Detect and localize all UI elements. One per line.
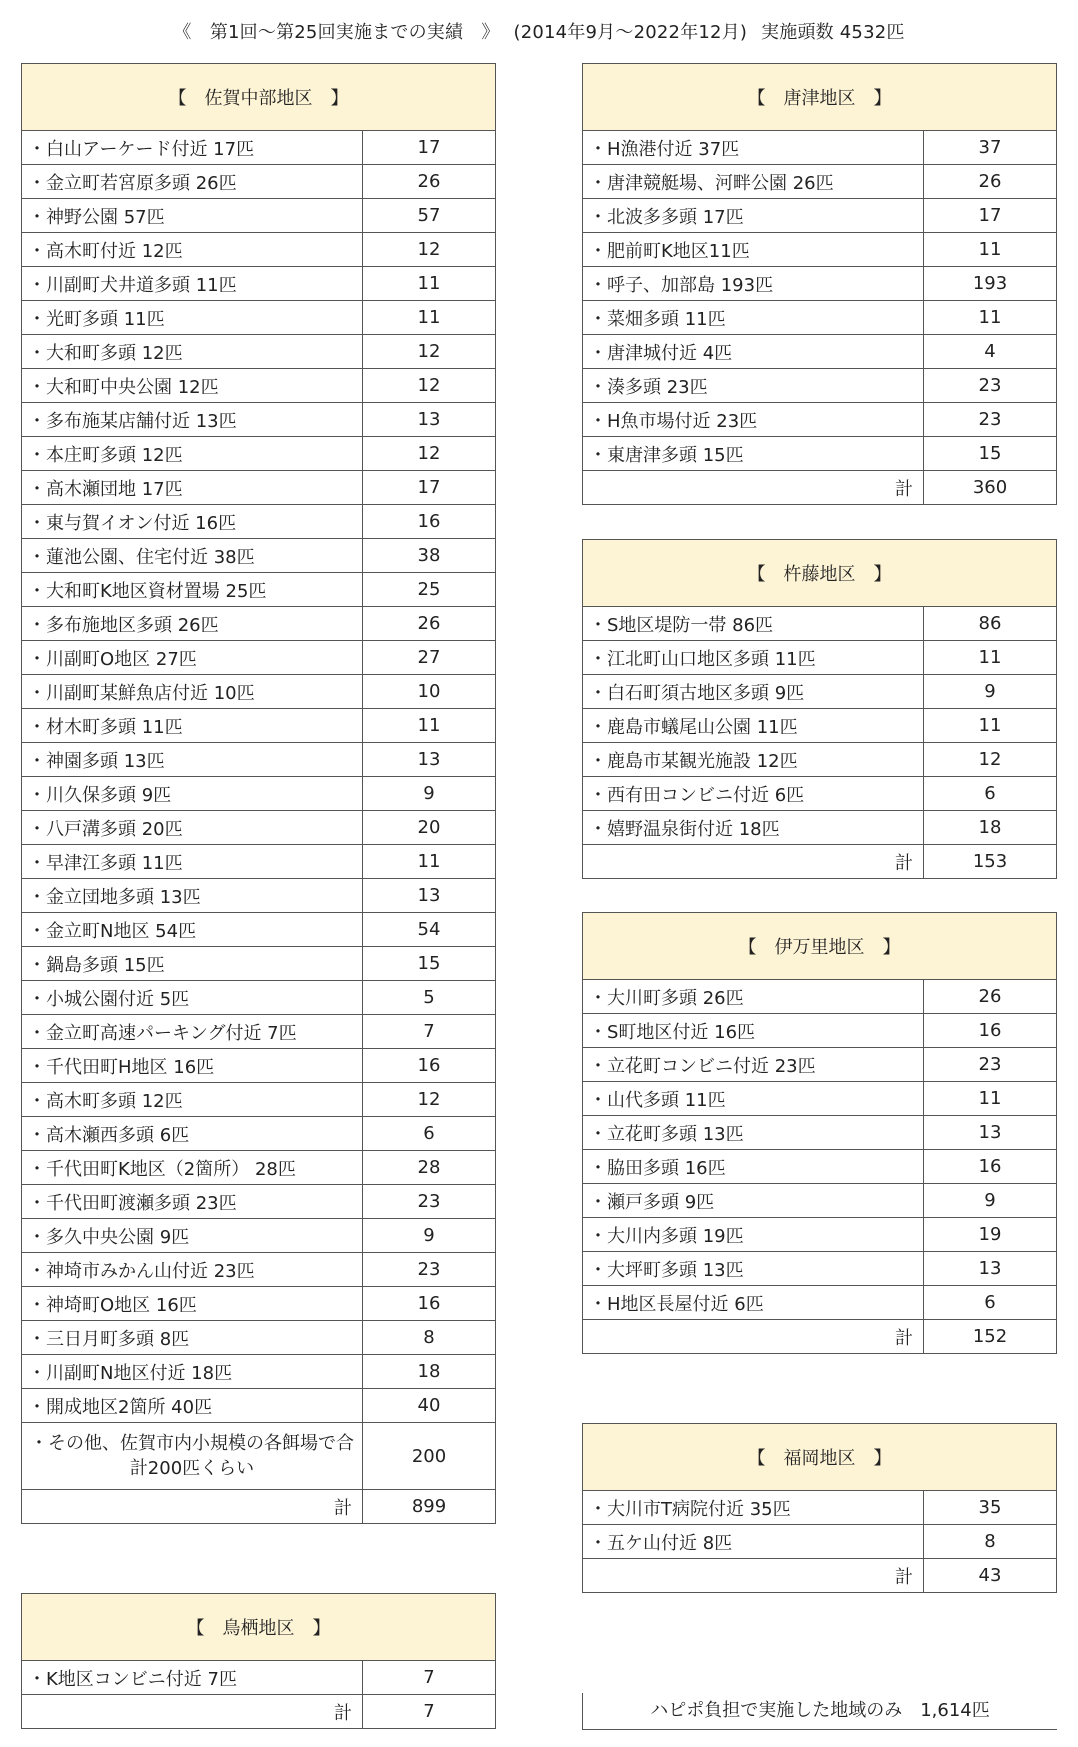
count-value: 12	[363, 1083, 496, 1117]
table-row	[22, 947, 496, 981]
location-name: ・立花町多頭 13匹	[583, 1116, 924, 1150]
location-name: ・H魚市場付近 23匹	[583, 403, 924, 437]
count-value: 12	[363, 437, 496, 471]
location-name: ・高木瀬団地 17匹	[22, 471, 363, 505]
location-name: ・早津江多頭 11匹	[22, 845, 363, 879]
table-row	[22, 777, 496, 811]
count-value: 35	[924, 1491, 1057, 1525]
table-row-other	[22, 1423, 496, 1490]
region-table-tosu	[21, 1593, 496, 1729]
location-name: ・東与賀イオン付近 16匹	[22, 505, 363, 539]
count-value: 15	[924, 437, 1057, 471]
table-row	[583, 709, 1057, 743]
count-value: 9	[363, 777, 496, 811]
count-value: 28	[363, 1151, 496, 1185]
table-row	[583, 233, 1057, 267]
table-row	[583, 811, 1057, 845]
table-row	[583, 980, 1057, 1014]
table-row	[22, 539, 496, 573]
footer-note: ハピポ負担で実施した地域のみ 1,614匹	[582, 1693, 1057, 1730]
total-value: 152	[924, 1320, 1057, 1354]
location-name: ・呼子、加部島 193匹	[583, 267, 924, 301]
total-row	[583, 845, 1057, 879]
table-row	[22, 879, 496, 913]
table-row	[22, 607, 496, 641]
location-name: ・大川市T病院付近 35匹	[583, 1491, 924, 1525]
location-name: ・江北町山口地区多頭 11匹	[583, 641, 924, 675]
region-title: 【 佐賀中部地区 】	[22, 64, 496, 131]
location-name: ・大川内多頭 19匹	[583, 1218, 924, 1252]
location-name: ・大和町K地区資材置場 25匹	[22, 573, 363, 607]
location-name: ・蓮池公園、住宅付近 38匹	[22, 539, 363, 573]
count-value: 57	[363, 199, 496, 233]
table-row	[22, 1151, 496, 1185]
count-value: 37	[924, 131, 1057, 165]
count-value: 16	[363, 1287, 496, 1321]
location-name: ・川副町某鮮魚店付近 10匹	[22, 675, 363, 709]
count-value: 23	[924, 369, 1057, 403]
total-label: 計	[583, 1320, 924, 1354]
count-value: 12	[363, 369, 496, 403]
location-name: ・大和町中央公園 12匹	[22, 369, 363, 403]
count-value: 12	[924, 743, 1057, 777]
table-row	[22, 981, 496, 1015]
count-value: 8	[363, 1321, 496, 1355]
location-name: ・大川町多頭 26匹	[583, 980, 924, 1014]
table-row	[22, 1661, 496, 1695]
count-text: 実施頭数 4532匹	[761, 22, 905, 43]
count-value: 13	[363, 743, 496, 777]
table-row	[583, 777, 1057, 811]
location-name: ・千代田町K地区（2箇所） 28匹	[22, 1151, 363, 1185]
region-title: 【 杵藤地区 】	[583, 540, 1057, 607]
location-name: ・立花町コンビニ付近 23匹	[583, 1048, 924, 1082]
location-name: ・白山アーケード付近 17匹	[22, 131, 363, 165]
table-row	[22, 1185, 496, 1219]
table-row	[583, 1082, 1057, 1116]
count-value: 9	[924, 675, 1057, 709]
table-row	[22, 913, 496, 947]
region-title: 【 福岡地区 】	[583, 1424, 1057, 1491]
count-value: 17	[924, 199, 1057, 233]
table-row	[22, 1083, 496, 1117]
count-value: 12	[363, 233, 496, 267]
total-label: 計	[583, 471, 924, 505]
count-value: 23	[363, 1185, 496, 1219]
location-name: ・金立町高速パーキング付近 7匹	[22, 1015, 363, 1049]
count-value: 11	[363, 845, 496, 879]
table-row	[583, 199, 1057, 233]
table-row	[22, 1287, 496, 1321]
table-row	[22, 1321, 496, 1355]
location-name: ・唐津競艇場、河畔公園 26匹	[583, 165, 924, 199]
location-name: ・千代田町渡瀬多頭 23匹	[22, 1185, 363, 1219]
count-value: 15	[363, 947, 496, 981]
count-value: 23	[363, 1253, 496, 1287]
count-value: 6	[924, 1286, 1057, 1320]
count-value: 12	[363, 335, 496, 369]
location-name: ・川副町犬井道多頭 11匹	[22, 267, 363, 301]
table-row	[22, 641, 496, 675]
location-name: ・山代多頭 11匹	[583, 1082, 924, 1116]
table-row	[22, 471, 496, 505]
table-row	[22, 437, 496, 471]
count-value: 11	[924, 1082, 1057, 1116]
table-row	[22, 335, 496, 369]
count-value: 13	[363, 879, 496, 913]
total-row	[22, 1695, 496, 1729]
count-value: 86	[924, 607, 1057, 641]
location-name: ・金立団地多頭 13匹	[22, 879, 363, 913]
count-value: 11	[924, 301, 1057, 335]
table-row	[22, 1117, 496, 1151]
count-value: 17	[363, 131, 496, 165]
count-value: 10	[363, 675, 496, 709]
table-row	[583, 1150, 1057, 1184]
count-value: 18	[363, 1355, 496, 1389]
location-name: ・西有田コンビニ付近 6匹	[583, 777, 924, 811]
table-row	[22, 403, 496, 437]
count-value: 26	[924, 165, 1057, 199]
location-name: ・高木町多頭 12匹	[22, 1083, 363, 1117]
table-row	[583, 1491, 1057, 1525]
region-title: 【 唐津地区 】	[583, 64, 1057, 131]
count-value: 38	[363, 539, 496, 573]
region-title: 【 鳥栖地区 】	[22, 1594, 496, 1661]
location-name: ・材木町多頭 11匹	[22, 709, 363, 743]
location-name: ・金立町若宮原多頭 26匹	[22, 165, 363, 199]
table-row	[22, 1219, 496, 1253]
count-value: 11	[924, 641, 1057, 675]
region-table-imari	[582, 912, 1057, 1354]
count-value: 13	[924, 1252, 1057, 1286]
total-label: 計	[583, 845, 924, 879]
total-value: 360	[924, 471, 1057, 505]
location-name: ・高木瀬西多頭 6匹	[22, 1117, 363, 1151]
total-row	[583, 1320, 1057, 1354]
location-name: ・K地区コンビニ付近 7匹	[22, 1661, 363, 1695]
total-value: 153	[924, 845, 1057, 879]
count-value: 25	[363, 573, 496, 607]
count-value: 7	[363, 1661, 496, 1695]
table-row	[22, 743, 496, 777]
table-row	[22, 199, 496, 233]
count-value: 16	[363, 505, 496, 539]
location-name: ・小城公園付近 5匹	[22, 981, 363, 1015]
location-name: ・神野公園 57匹	[22, 199, 363, 233]
count-value: 20	[363, 811, 496, 845]
location-name: ・川久保多頭 9匹	[22, 777, 363, 811]
location-name: ・千代田町H地区 16匹	[22, 1049, 363, 1083]
table-row	[583, 1286, 1057, 1320]
table-row	[22, 811, 496, 845]
location-name: ・北波多多頭 17匹	[583, 199, 924, 233]
page-title	[0, 18, 1078, 44]
location-name: ・H漁港付近 37匹	[583, 131, 924, 165]
location-name: ・神園多頭 13匹	[22, 743, 363, 777]
count-value: 8	[924, 1525, 1057, 1559]
location-name: ・H地区長屋付近 6匹	[583, 1286, 924, 1320]
location-name: ・脇田多頭 16匹	[583, 1150, 924, 1184]
location-name: ・肥前町K地区11匹	[583, 233, 924, 267]
table-row	[22, 505, 496, 539]
location-name: ・高木町付近 12匹	[22, 233, 363, 267]
location-name: ・湊多頭 23匹	[583, 369, 924, 403]
count-value: 11	[363, 267, 496, 301]
total-row	[583, 471, 1057, 505]
location-name: ・本庄町多頭 12匹	[22, 437, 363, 471]
count-value: 26	[924, 980, 1057, 1014]
table-row	[583, 165, 1057, 199]
region-table-fukuoka	[582, 1423, 1057, 1593]
location-name: ・菜畑多頭 11匹	[583, 301, 924, 335]
table-row	[583, 607, 1057, 641]
table-row	[583, 437, 1057, 471]
count-value: 19	[924, 1218, 1057, 1252]
count-value: 16	[924, 1014, 1057, 1048]
location-name: ・開成地区2箇所 40匹	[22, 1389, 363, 1423]
region-table-saga	[21, 63, 496, 1524]
location-name: ・瀬戸多頭 9匹	[583, 1184, 924, 1218]
location-name: ・川副町O地区 27匹	[22, 641, 363, 675]
count-value: 18	[924, 811, 1057, 845]
table-row	[22, 709, 496, 743]
table-row	[22, 267, 496, 301]
region-table-karatsu	[582, 63, 1057, 505]
count-value: 5	[363, 981, 496, 1015]
table-row	[583, 1184, 1057, 1218]
location-name: ・神埼町O地区 16匹	[22, 1287, 363, 1321]
table-row	[22, 131, 496, 165]
count-value: 11	[924, 709, 1057, 743]
location-name: ・嬉野温泉街付近 18匹	[583, 811, 924, 845]
count-value: 13	[924, 1116, 1057, 1150]
count-value: 11	[363, 301, 496, 335]
location-name: ・川副町N地区付近 18匹	[22, 1355, 363, 1389]
location-name: ・東唐津多頭 15匹	[583, 437, 924, 471]
region-title: 【 伊万里地区 】	[583, 913, 1057, 980]
table-row	[22, 1015, 496, 1049]
count-value: 40	[363, 1389, 496, 1423]
count-value: 13	[363, 403, 496, 437]
table-row	[583, 267, 1057, 301]
location-name: ・多布施某店舗付近 13匹	[22, 403, 363, 437]
count-value: 54	[363, 913, 496, 947]
table-row	[22, 573, 496, 607]
location-name: ・大和町多頭 12匹	[22, 335, 363, 369]
table-row	[583, 1048, 1057, 1082]
location-name: ・三日月町多頭 8匹	[22, 1321, 363, 1355]
count-value: 16	[363, 1049, 496, 1083]
total-value: 899	[363, 1490, 496, 1524]
title-text: 《 第1回～第25回実施までの実績 》	[173, 22, 500, 43]
count-value: 11	[363, 709, 496, 743]
count-value: 11	[924, 233, 1057, 267]
count-value: 4	[924, 335, 1057, 369]
table-row	[583, 131, 1057, 165]
table-row	[22, 1049, 496, 1083]
location-name: ・S町地区付近 16匹	[583, 1014, 924, 1048]
table-row	[22, 1355, 496, 1389]
count-value: 6	[924, 777, 1057, 811]
table-row	[22, 1389, 496, 1423]
location-name: ・大坪町多頭 13匹	[583, 1252, 924, 1286]
location-name: ・多久中央公園 9匹	[22, 1219, 363, 1253]
table-row	[22, 165, 496, 199]
total-row	[583, 1559, 1057, 1593]
location-name: ・白石町須古地区多頭 9匹	[583, 675, 924, 709]
table-row	[583, 1218, 1057, 1252]
table-row	[583, 335, 1057, 369]
location-name: ・金立町N地区 54匹	[22, 913, 363, 947]
table-row	[583, 369, 1057, 403]
location-name: ・五ケ山付近 8匹	[583, 1525, 924, 1559]
count-value: 26	[363, 607, 496, 641]
location-name: ・唐津城付近 4匹	[583, 335, 924, 369]
table-row	[583, 641, 1057, 675]
location-name: ・鹿島市某観光施設 12匹	[583, 743, 924, 777]
total-row	[22, 1490, 496, 1524]
total-value: 43	[924, 1559, 1057, 1593]
count-value: 9	[924, 1184, 1057, 1218]
count-value: 17	[363, 471, 496, 505]
location-name: ・鹿島市蟻尾山公園 11匹	[583, 709, 924, 743]
table-row	[22, 845, 496, 879]
count-value: 193	[924, 267, 1057, 301]
count-value: 9	[363, 1219, 496, 1253]
count-value: 23	[924, 403, 1057, 437]
count-value: 6	[363, 1117, 496, 1151]
location-name: ・鍋島多頭 15匹	[22, 947, 363, 981]
total-value: 7	[363, 1695, 496, 1729]
total-label: 計	[22, 1695, 363, 1729]
count-value: 27	[363, 641, 496, 675]
location-name: ・八戸溝多頭 20匹	[22, 811, 363, 845]
region-table-kinetou	[582, 539, 1057, 879]
count-value: 26	[363, 165, 496, 199]
count-value: 16	[924, 1150, 1057, 1184]
table-row	[583, 743, 1057, 777]
table-row	[583, 1116, 1057, 1150]
table-row	[22, 233, 496, 267]
table-row	[583, 1252, 1057, 1286]
table-row	[22, 1253, 496, 1287]
location-name: ・多布施地区多頭 26匹	[22, 607, 363, 641]
count-value: 23	[924, 1048, 1057, 1082]
location-name: ・光町多頭 11匹	[22, 301, 363, 335]
total-label: 計	[22, 1490, 363, 1524]
total-label: 計	[583, 1559, 924, 1593]
location-name: ・神埼市みかん山付近 23匹	[22, 1253, 363, 1287]
period-text: (2014年9月～2022年12月)	[513, 22, 748, 43]
table-row	[583, 1525, 1057, 1559]
table-row	[22, 675, 496, 709]
table-row	[22, 301, 496, 335]
location-name: ・その他、佐賀市内小規模の各餌場で合計200匹くらい	[22, 1423, 363, 1490]
count-value: 7	[363, 1015, 496, 1049]
table-row	[583, 301, 1057, 335]
table-row	[583, 675, 1057, 709]
location-name: ・S地区堤防一帯 86匹	[583, 607, 924, 641]
table-row	[583, 1014, 1057, 1048]
count-value: 200	[363, 1423, 496, 1490]
table-row	[583, 403, 1057, 437]
table-row	[22, 369, 496, 403]
